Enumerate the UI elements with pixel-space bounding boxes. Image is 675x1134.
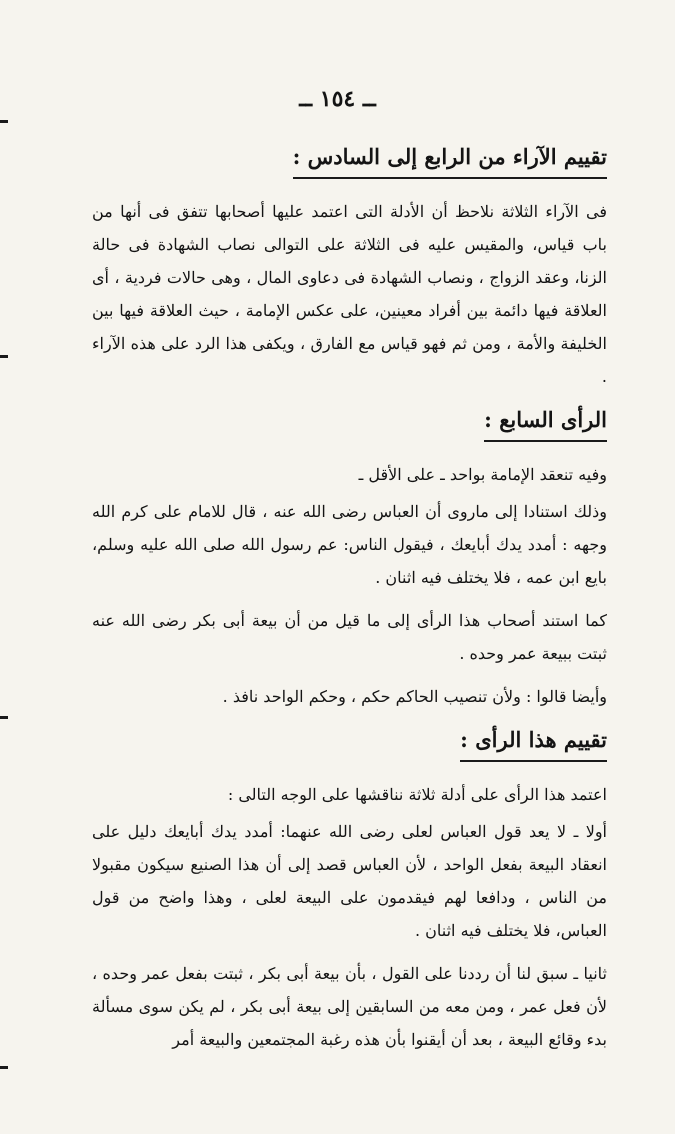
page-body [92,136,607,1066]
paragraph-point-second: ثانيا ـ سبق لنا أن رددنا على القول ، بأن بيعة أبى بكر ، ثبتت بفعل عمر وحده ، لأن فعل عمر ، ومن معه من السابقين إلى بيعة أبى بكر ، لم يكن سوى مسألة بدء وقائع البيعة ، بعد أن أيقنوا بأن هذه رغبة المجتمعين والبيعة أمر [92,964,607,1049]
paragraph-point-first: أولا ـ لا يعد قول العباس لعلى رضى الله عنهما: أمدد يدك أبايعك دليل على انعقاد البيعة بفعل الواحد ، لأن العباس قصد إلى أن هذا الصنيع سيكون مقبولا من الناس ، ودافعا لهم فيقدمون على البيعة لعلى ، وهذا واضح من قول العباس، فلا يختلف فيه اثنان . [92,822,607,940]
paragraph-abu-bakr-pledge: كما استند أصحاب هذا الرأى إلى ما قيل من أن بيعة أبى بكر رضى الله عنه ثبتت ببيعة عمر وحده . [92,611,607,663]
paragraph-abbas-narration: وذلك استنادا إلى ماروى أن العباس رضى الله عنه ، قال للامام على كرم الله وجهه : أمدد يدك أبايعك ، فيقول الناس: عم رسول الله صلى الله عليه وسلم، بايع ابن عمه ، فلا يختلف فيه اثنان . [92,502,607,587]
page-number: ــ ١٥٤ ــ [299,86,376,112]
margin-mark [0,120,8,123]
paragraph-evaluation-4-6: فى الآراء الثلاثة نلاحظ أن الأدلة التى اعتمد عليها أصحابها تتفق فى أنها من باب قياس، والمقيس عليه فى الثلاثة على التوالى نصاب الشهادة فى حالة الزنا، وعقد الزواج ، ونصاب الشهادة فى دعاوى المال ، وهى حالات فردية ، أى العلاقة فيها دائمة بين أفراد معينين، على عكس الإمامة ، حيث العلاقة فيها بين الخليفة والأمة ، ومن ثم فهو قياس مع الفارق ، ويكفى هذا الرد على هذه الآراء . [92,202,608,386]
section-heading-evaluation-4-6: تقييم الآراء من الرابع إلى السادس : [293,140,607,179]
margin-mark [0,1066,8,1069]
paragraph-evaluation-intro: اعتمد هذا الرأى على أدلة ثلاثة نناقشها على الوجه التالى : [227,785,607,804]
section-heading-seventh-opinion: الرأى السابع : [484,403,607,442]
section-heading-evaluation-seventh: تقييم هذا الرأى : [460,723,607,762]
margin-mark [0,716,8,719]
margin-mark [0,355,8,358]
paragraph-seventh-intro: وفيه تنعقد الإمامة بواحد ـ على الأقل ـ [358,465,607,484]
paragraph-ruler-appointment: وأيضا قالوا : ولأن تنصيب الحاكم حكم ، وحكم الواحد نافذ . [222,687,607,706]
